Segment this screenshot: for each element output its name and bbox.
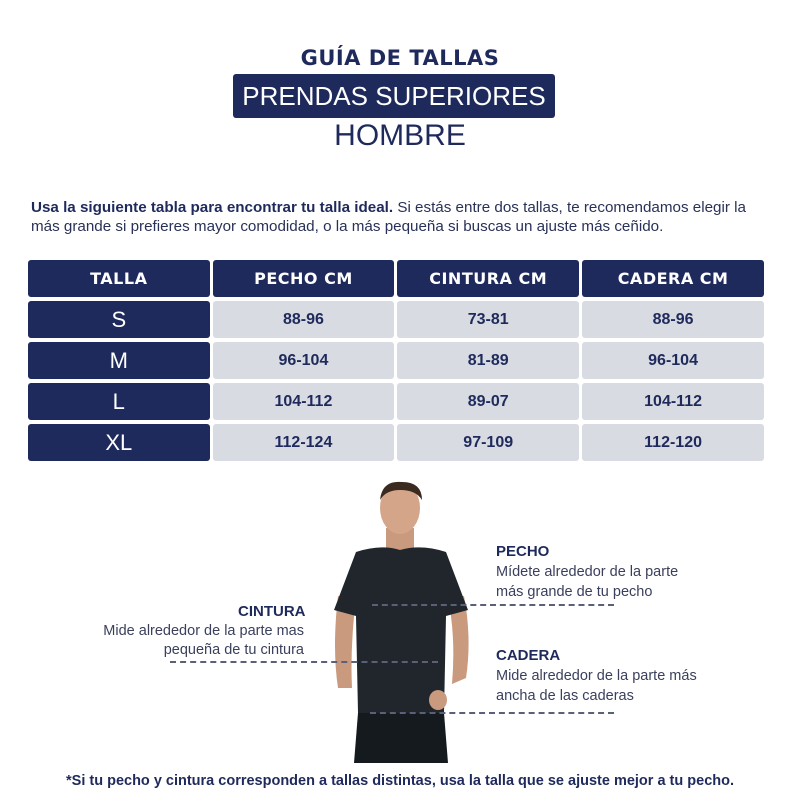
size-cell: S [28, 301, 210, 338]
pecho-desc-1: Mídete alrededor de la parte [496, 564, 679, 580]
model-illustration [326, 478, 476, 763]
intro-rest: Si estás entre dos tallas, te recomendamos elegir la más grande si prefieres mayor comodidad, o la más pequeña si buscas un ajuste más ceñido. [31, 199, 746, 235]
pecho-guide-line [372, 604, 614, 606]
pecho-cell: 104-112 [213, 383, 395, 420]
header-pecho: PECHO CM [213, 260, 395, 297]
cintura-cell: 89-07 [397, 383, 579, 420]
cintura-guide-line [170, 661, 438, 663]
pecho-desc-2: más grande de tu pecho [496, 584, 653, 600]
header-talla: TALLA [28, 260, 210, 297]
table-row [28, 342, 764, 379]
size-cell: M [28, 342, 210, 379]
table-row [28, 301, 764, 338]
cadera-desc-2: ancha de las caderas [496, 688, 634, 704]
cadera-cell: 88-96 [582, 301, 764, 338]
size-table [25, 256, 767, 465]
intro-bold: Usa la siguiente tabla para encontrar tu talla ideal. [31, 199, 394, 216]
guide-title: GUÍA DE TALLAS [300, 46, 500, 70]
cadera-desc-1: Mide alrededor de la parte más [496, 668, 697, 684]
pecho-cell: 96-104 [213, 342, 395, 379]
category-label: HOMBRE [334, 119, 466, 152]
cadera-cell: 96-104 [582, 342, 764, 379]
cintura-desc-2: pequeña de tu cintura [163, 642, 304, 658]
cadera-cell: 112-120 [582, 424, 764, 461]
size-cell: XL [28, 424, 210, 461]
table-row [28, 424, 764, 461]
cintura-cell: 73-81 [397, 301, 579, 338]
cadera-title: CADERA [496, 647, 561, 664]
size-cell: L [28, 383, 210, 420]
intro-text [31, 198, 771, 236]
subtitle-banner: PRENDAS SUPERIORES [233, 74, 555, 118]
header-cintura: CINTURA CM [397, 260, 579, 297]
cintura-desc-1: Mide alrededor de la parte mas [103, 623, 304, 639]
cintura-cell: 97-109 [397, 424, 579, 461]
footnote: *Si tu pecho y cintura corresponden a tallas distintas, usa la talla que se ajuste mejor a tu pecho. [66, 773, 734, 789]
cadera-cell: 104-112 [582, 383, 764, 420]
pecho-cell: 112-124 [213, 424, 395, 461]
cadera-guide-line [370, 712, 614, 714]
header-cadera: CADERA CM [582, 260, 764, 297]
table-row [28, 383, 764, 420]
table-header-row [28, 260, 764, 297]
cintura-cell: 81-89 [397, 342, 579, 379]
cintura-title: CINTURA [238, 603, 306, 620]
pecho-title: PECHO [496, 543, 550, 560]
pecho-cell: 88-96 [213, 301, 395, 338]
